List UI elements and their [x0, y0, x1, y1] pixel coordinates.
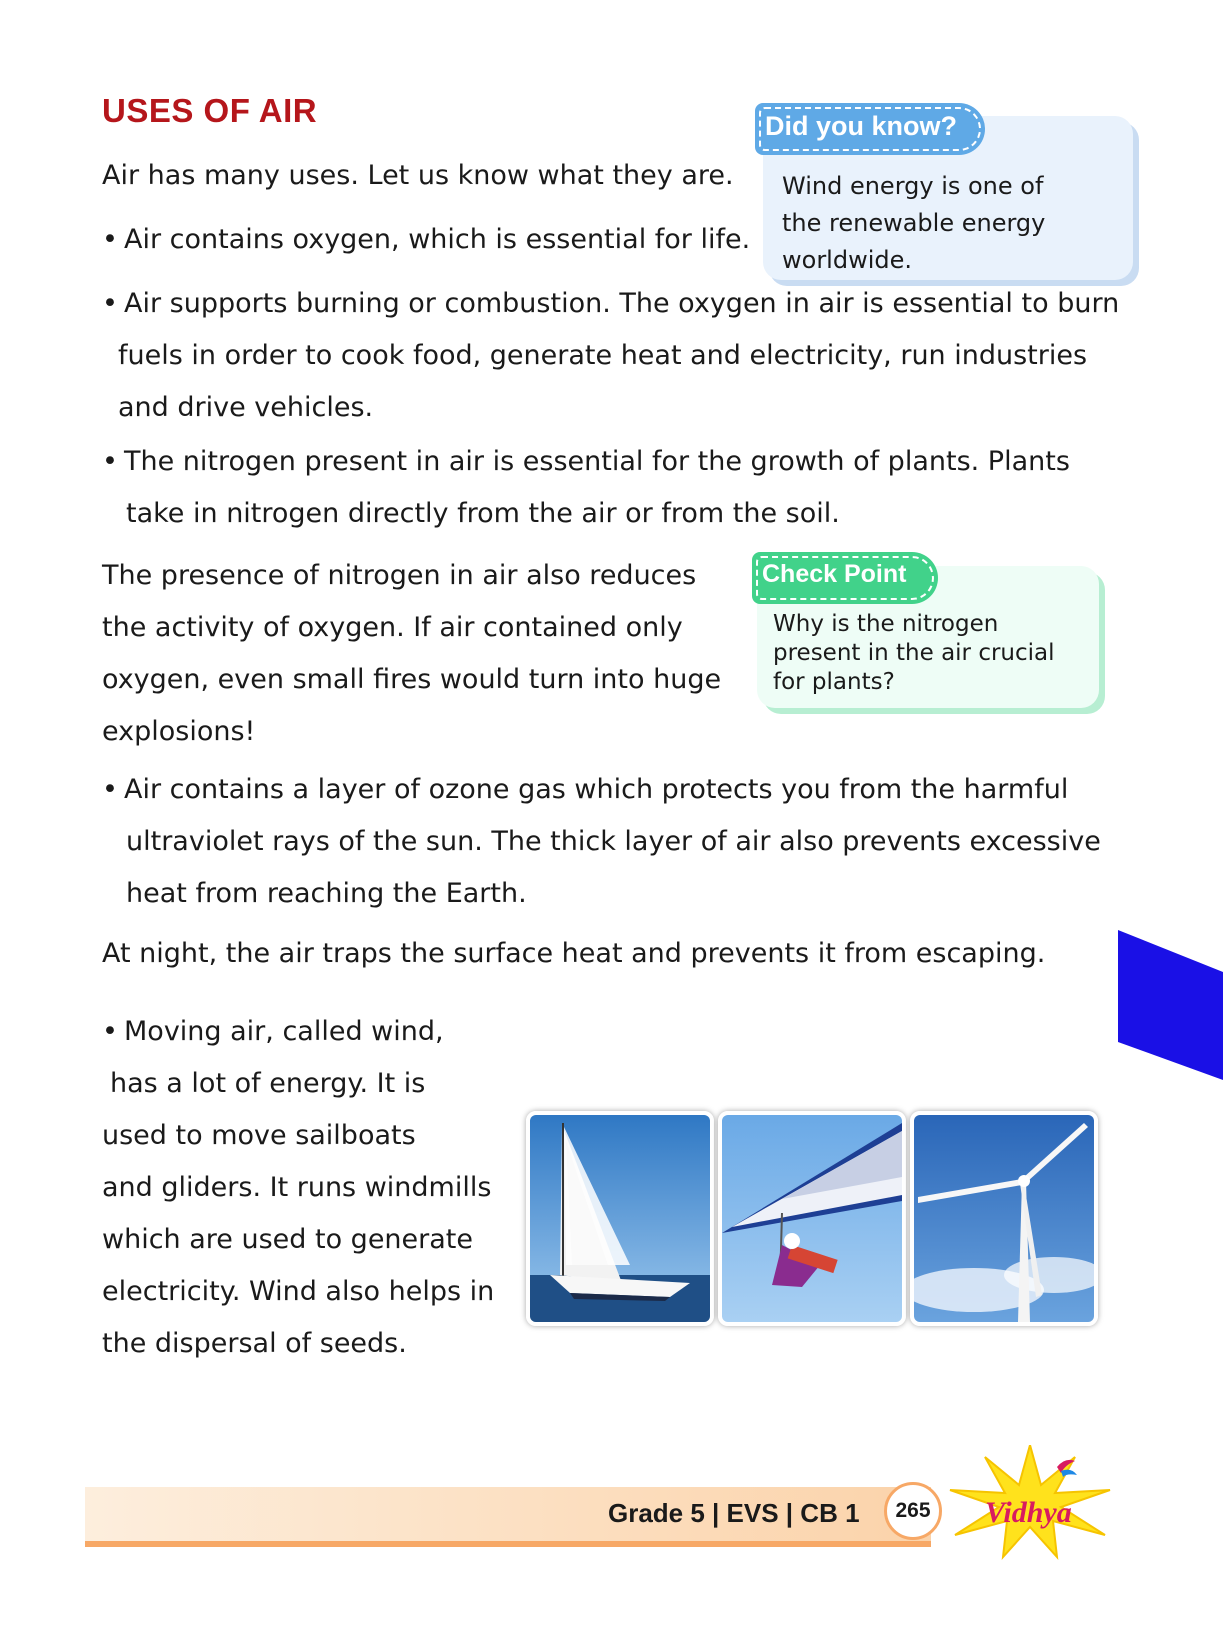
check-point-line: Why is the nitrogen	[773, 611, 999, 637]
bullet-text: electricity. Wind also helps in	[102, 1276, 495, 1307]
bullet-text: ultraviolet rays of the sun. The thick layer of air also prevents excessive	[126, 826, 1101, 857]
check-point-line: for plants?	[773, 669, 895, 695]
paragraph-line: oxygen, even small fires would turn into huge	[102, 664, 722, 695]
bullet-text: Air contains a layer of ozone gas which protects you from the harmful	[124, 774, 1069, 805]
bullet-text: fuels in order to cook food, generate heat and electricity, run industries	[118, 340, 1088, 371]
bullet-text: the dispersal of seeds.	[102, 1328, 407, 1359]
bullet-text: Air contains oxygen, which is essential for life.	[124, 224, 751, 255]
page-number: 265	[884, 1482, 942, 1540]
hang-glider-photo	[718, 1111, 906, 1326]
check-point-line: present in the air crucial	[773, 640, 1055, 666]
bullet-text: and drive vehicles.	[118, 392, 374, 423]
check-point-tab	[752, 552, 938, 604]
check-point-label: Check Point	[762, 560, 907, 588]
paragraph-line: the activity of oxygen. If air contained only	[102, 612, 683, 643]
bullet-combustion	[102, 278, 1119, 434]
bullet-icon: •	[102, 288, 118, 319]
bullet-text: which are used to generate	[102, 1224, 473, 1255]
bullet-icon: •	[102, 224, 118, 255]
did-you-know-label: Did you know?	[765, 111, 957, 141]
bullet-icon: •	[102, 774, 118, 805]
bullet-icon: •	[102, 1016, 118, 1047]
bullet-ozone	[102, 764, 1101, 920]
sailboat-photo	[526, 1111, 714, 1326]
bullet-text: take in nitrogen directly from the air or from the soil.	[126, 498, 840, 529]
page-title: USES OF AIR	[102, 92, 318, 129]
bullet-oxygen	[102, 214, 750, 266]
bullet-wind	[102, 1006, 494, 1370]
bullet-text: The nitrogen present in air is essential for the growth of plants. Plants	[124, 446, 1070, 477]
bullet-text: heat from reaching the Earth.	[126, 878, 527, 909]
bullet-text: has a lot of energy. It is	[110, 1068, 426, 1099]
intro-text: Air has many uses. Let us know what they are.	[102, 160, 734, 191]
footer-grade-label: Grade 5 | EVS | CB 1	[608, 1498, 860, 1528]
bullet-text: and gliders. It runs windmills	[102, 1172, 492, 1203]
night-paragraph: At night, the air traps the surface heat and prevents it from escaping.	[102, 938, 1046, 969]
nitrogen-paragraph	[102, 550, 721, 758]
check-point-text	[773, 610, 1055, 697]
did-you-know-tab	[755, 103, 985, 155]
did-you-know-line: Wind energy is one of	[782, 172, 1044, 200]
bullet-text: used to move sailboats	[102, 1120, 416, 1151]
wind-turbine-photo	[910, 1111, 1098, 1326]
bullet-icon: •	[102, 446, 118, 477]
paragraph-line: The presence of nitrogen in air also reduces	[102, 560, 697, 591]
vidhya-logo-text: Vidhya	[985, 1496, 1072, 1529]
side-tab-marker	[1118, 930, 1223, 1080]
did-you-know-line: worldwide.	[782, 246, 913, 274]
paragraph-line: explosions!	[102, 716, 256, 747]
bullet-text: Air supports burning or combustion. The oxygen in air is essential to burn	[124, 288, 1120, 319]
did-you-know-text	[782, 168, 1045, 279]
did-you-know-line: the renewable energy	[782, 209, 1046, 237]
bullet-text: Moving air, called wind,	[124, 1016, 444, 1047]
bullet-nitrogen	[102, 436, 1070, 540]
